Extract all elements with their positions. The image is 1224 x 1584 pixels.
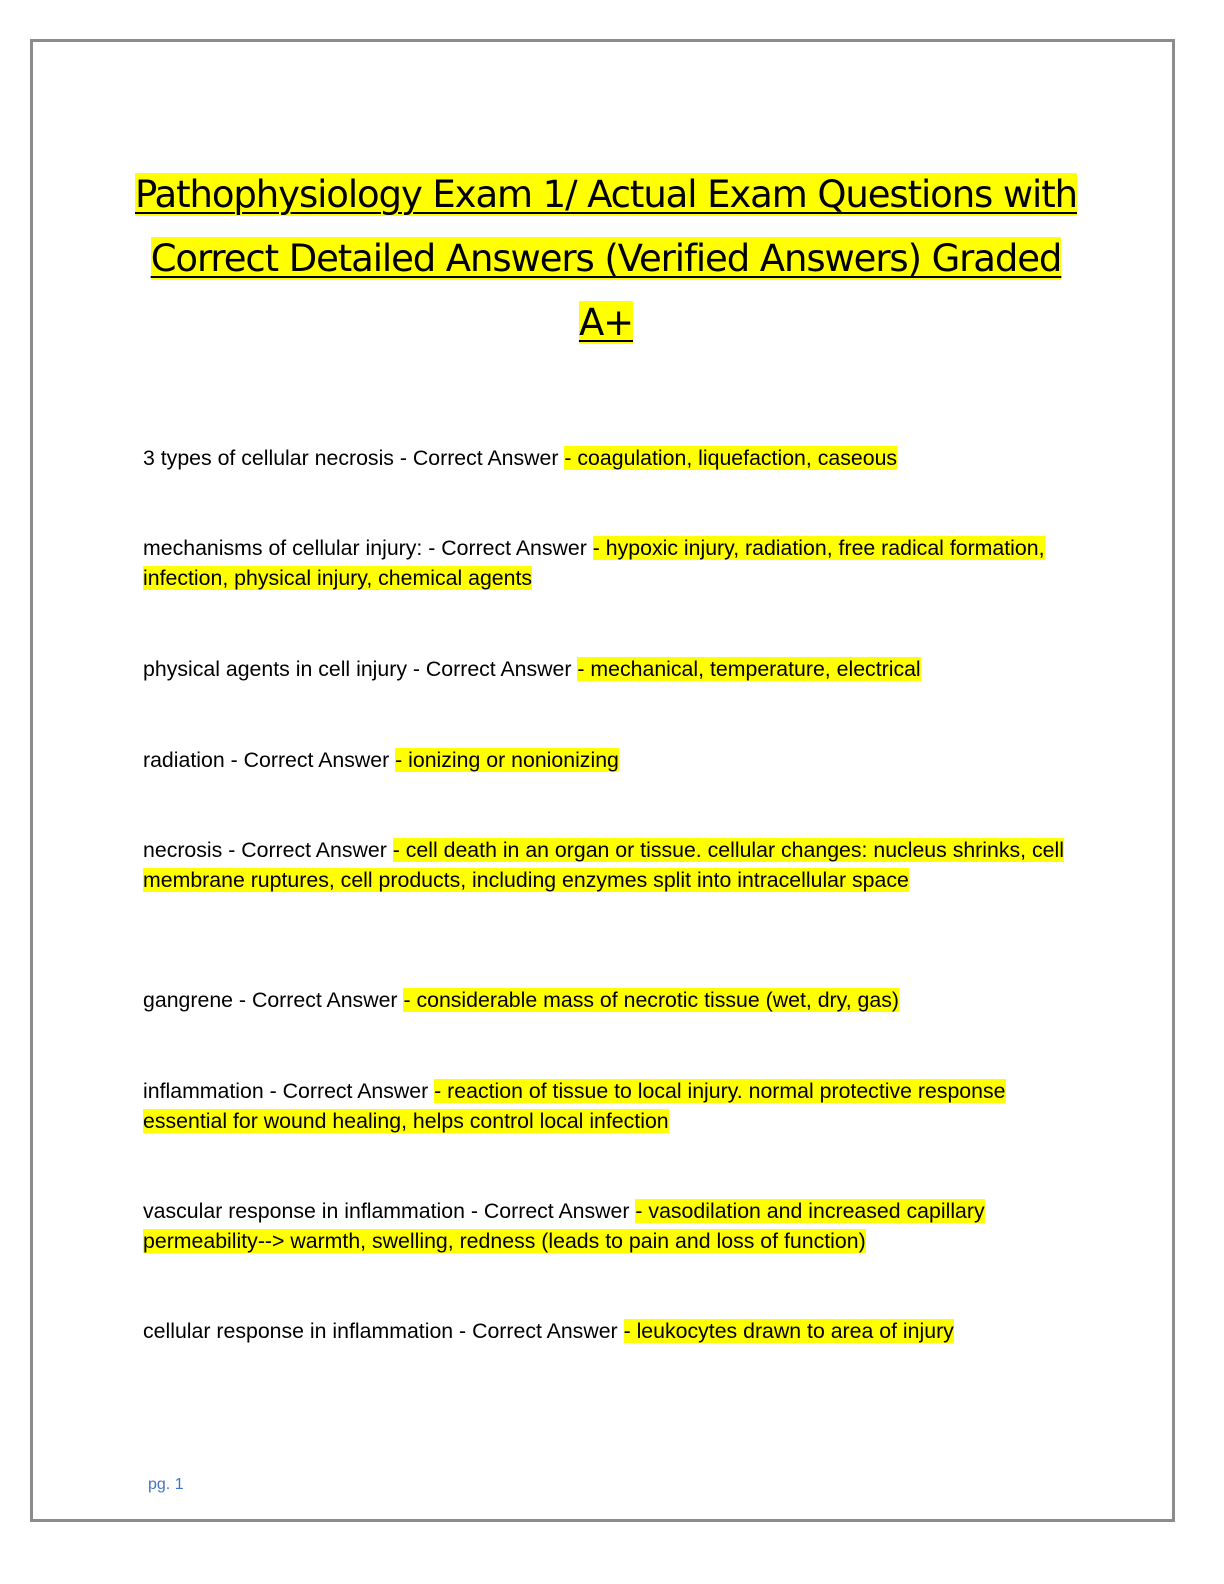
qa-separator: - Correct Answer <box>263 1079 435 1103</box>
qa-answer: - vasodilation and increased capillary permeability--> warmth, swelling, redness (leads to pain and loss of function) <box>143 1199 985 1253</box>
qa-term: cellular response in inflammation <box>143 1319 454 1343</box>
qa-answer: - coagulation, liquefaction, caseous <box>564 446 898 470</box>
qa-item-mechanisms-cellular-injury <box>143 534 1073 593</box>
qa-separator: - Correct Answer <box>393 446 565 470</box>
qa-separator: - Correct Answer <box>222 838 393 862</box>
qa-item-gangrene <box>143 986 1073 1016</box>
qa-term: vascular response in inflammation <box>143 1199 465 1223</box>
qa-answer: - hypoxic injury, radiation, free radical formation, infection, physical injury, chemical agents <box>143 536 1045 590</box>
document-title <box>120 163 1092 355</box>
qa-term: mechanisms of cellular injury: <box>143 536 423 560</box>
document-title-text: Pathophysiology Exam 1/ Actual Exam Questions with Correct Detailed Answers (Verified Answers) Graded A+ <box>135 173 1077 344</box>
qa-answer: - leukocytes drawn to area of injury <box>623 1319 954 1343</box>
qa-term: physical agents in cell injury <box>143 657 407 681</box>
qa-item-necrosis <box>143 836 1073 895</box>
qa-answer: - ionizing or nonionizing <box>395 748 619 772</box>
qa-separator: - Correct Answer <box>224 748 396 772</box>
qa-answer: - reaction of tissue to local injury. normal protective response essential for wound healing, helps control local infection <box>143 1079 1006 1133</box>
qa-separator: - Correct Answer <box>464 1199 636 1223</box>
qa-separator: - Correct Answer <box>422 536 593 560</box>
qa-item-physical-agents <box>143 655 1073 685</box>
qa-term: necrosis <box>143 838 223 862</box>
qa-answer: - mechanical, temperature, electrical <box>577 657 921 681</box>
qa-item-radiation <box>143 746 1073 776</box>
page-number: pg. 1 <box>148 1476 184 1493</box>
qa-term: 3 types of cellular necrosis <box>143 446 394 470</box>
qa-separator: - Correct Answer <box>233 988 404 1012</box>
qa-term: inflammation <box>143 1079 264 1103</box>
qa-term: radiation <box>143 748 225 772</box>
qa-separator: - Correct Answer <box>406 657 578 681</box>
qa-item-inflammation <box>143 1077 1073 1136</box>
qa-item-cellular-response <box>143 1317 1073 1347</box>
qa-answer: - cell death in an organ or tissue. cellular changes: nucleus shrinks, cell membrane ruptures, cell products, including enzymes split into intracellular space <box>143 838 1064 892</box>
qa-item-cellular-necrosis-types <box>143 444 1073 474</box>
qa-separator: - Correct Answer <box>453 1319 624 1343</box>
qa-term: gangrene <box>143 988 234 1012</box>
qa-answer: - considerable mass of necrotic tissue (wet, dry, gas) <box>403 988 899 1012</box>
qa-item-vascular-response <box>143 1197 1073 1256</box>
